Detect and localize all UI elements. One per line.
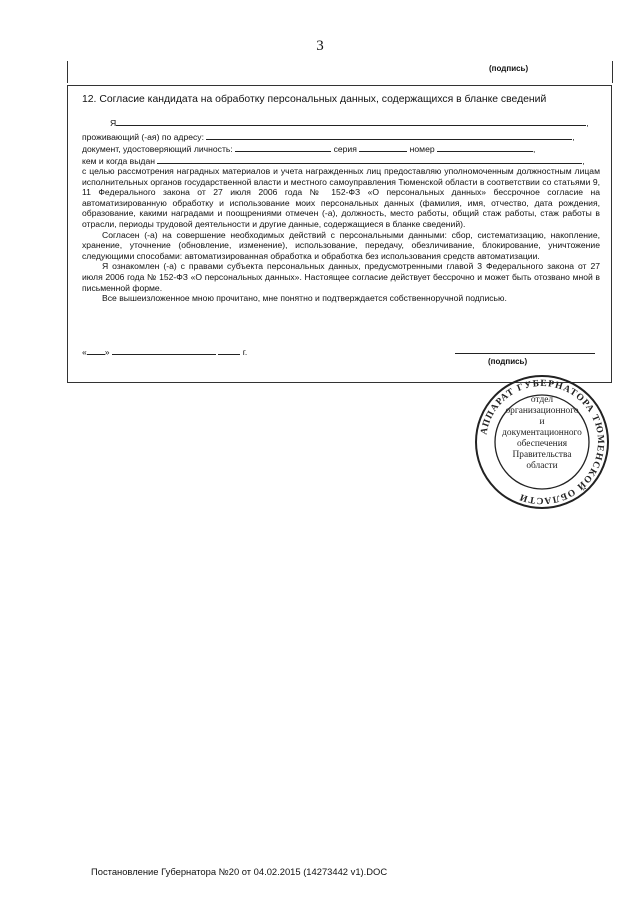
series-label: серия	[333, 144, 357, 154]
issued-row: кем и когда выдан ,	[82, 156, 585, 166]
address-label: проживающий (-ая) по адресу:	[82, 132, 204, 142]
document-row: документ, удостоверяющий личность: серия номер ,	[82, 144, 536, 154]
month-field[interactable]	[112, 346, 216, 355]
address-field[interactable]	[206, 131, 572, 140]
section-title: 12. Согласие кандидата на обработку персональных данных, содержащихся в бланке сведений	[82, 94, 547, 105]
stamp-ring-text: АППАРАТ ГУБЕРНАТОРА ТЮМЕНСКОЙ ОБЛАСТИ	[479, 378, 606, 506]
consent-text	[82, 166, 600, 304]
previous-section-frame	[67, 61, 613, 83]
issued-by-label: кем и когда выдан	[82, 156, 155, 166]
document-label: документ, удостоверяющий личность:	[82, 144, 233, 154]
date-row: « » г.	[82, 347, 248, 357]
ya-label: Я	[110, 118, 117, 128]
name-row: Я ,	[110, 118, 589, 128]
year-field[interactable]	[218, 346, 240, 355]
signature-label: (подпись)	[488, 357, 528, 366]
paragraph-confirmation: Все вышеизложенное мною прочитано, мне понятно и подтверждается собственноручной подписью.	[102, 293, 507, 304]
number-label: номер	[409, 144, 435, 154]
paragraph-rights: Я ознакомлен (-а) с правами субъекта персональных данных, предусмотренными главой 3 Федерального закона от 27 июля 2006 года № 152-ФЗ «О персональных данных». Настоящее согласие действует бессрочно и может быть отозвано мной в письменной форме.	[82, 261, 600, 293]
stamp-center: отдел организационного и документационного обеспечения Правительства области	[502, 395, 582, 471]
address-row: проживающий (-ая) по адресу: ,	[82, 132, 575, 142]
document-footer: Постановление Губернатора №20 от 04.02.2015 (14273442 v1).DOC	[91, 866, 388, 877]
top-signature-label: (подпись)	[489, 64, 529, 73]
series-field[interactable]	[359, 143, 407, 152]
signature-field[interactable]	[455, 353, 595, 354]
day-field[interactable]	[87, 346, 105, 355]
issued-by-field[interactable]	[157, 155, 582, 164]
paragraph-actions: Согласен (-а) на совершение необходимых действий с персональными данными: сбор, систематизацию, накопление, хранение, уточнение (обновление, изменение), использование, передачу, обезличивание, блокирование, уничтожение следующими способами: автоматизированная обработка и обработка без использования средств автоматизации.	[82, 229, 600, 261]
number-field[interactable]	[437, 143, 533, 152]
paragraph-purpose: с целью рассмотрения наградных материалов и учета награжденных лиц предоставляю уполномоченным должностным лицам исполнительных органов государственной власти и местного самоуправления Тюменской области в соответствии со статьями 9, 11 Федерального закона от 27 июля 2006 года № 152-ФЗ «О персональных данных» бессрочное согласие на автоматизированную обработку и использование моих персональных данных (фамилия, имя, отчество, дата рождения, образование, какими наградами и поощрениями отмечен (-а), должность, место работы, общий стаж работы, стаж работы в отрасли, периоды трудовой деятельности и другие данные, содержащиеся в бланке сведений).	[82, 166, 600, 229]
page-number: 3	[316, 38, 324, 54]
name-field[interactable]	[116, 117, 586, 126]
document-field[interactable]	[235, 143, 331, 152]
